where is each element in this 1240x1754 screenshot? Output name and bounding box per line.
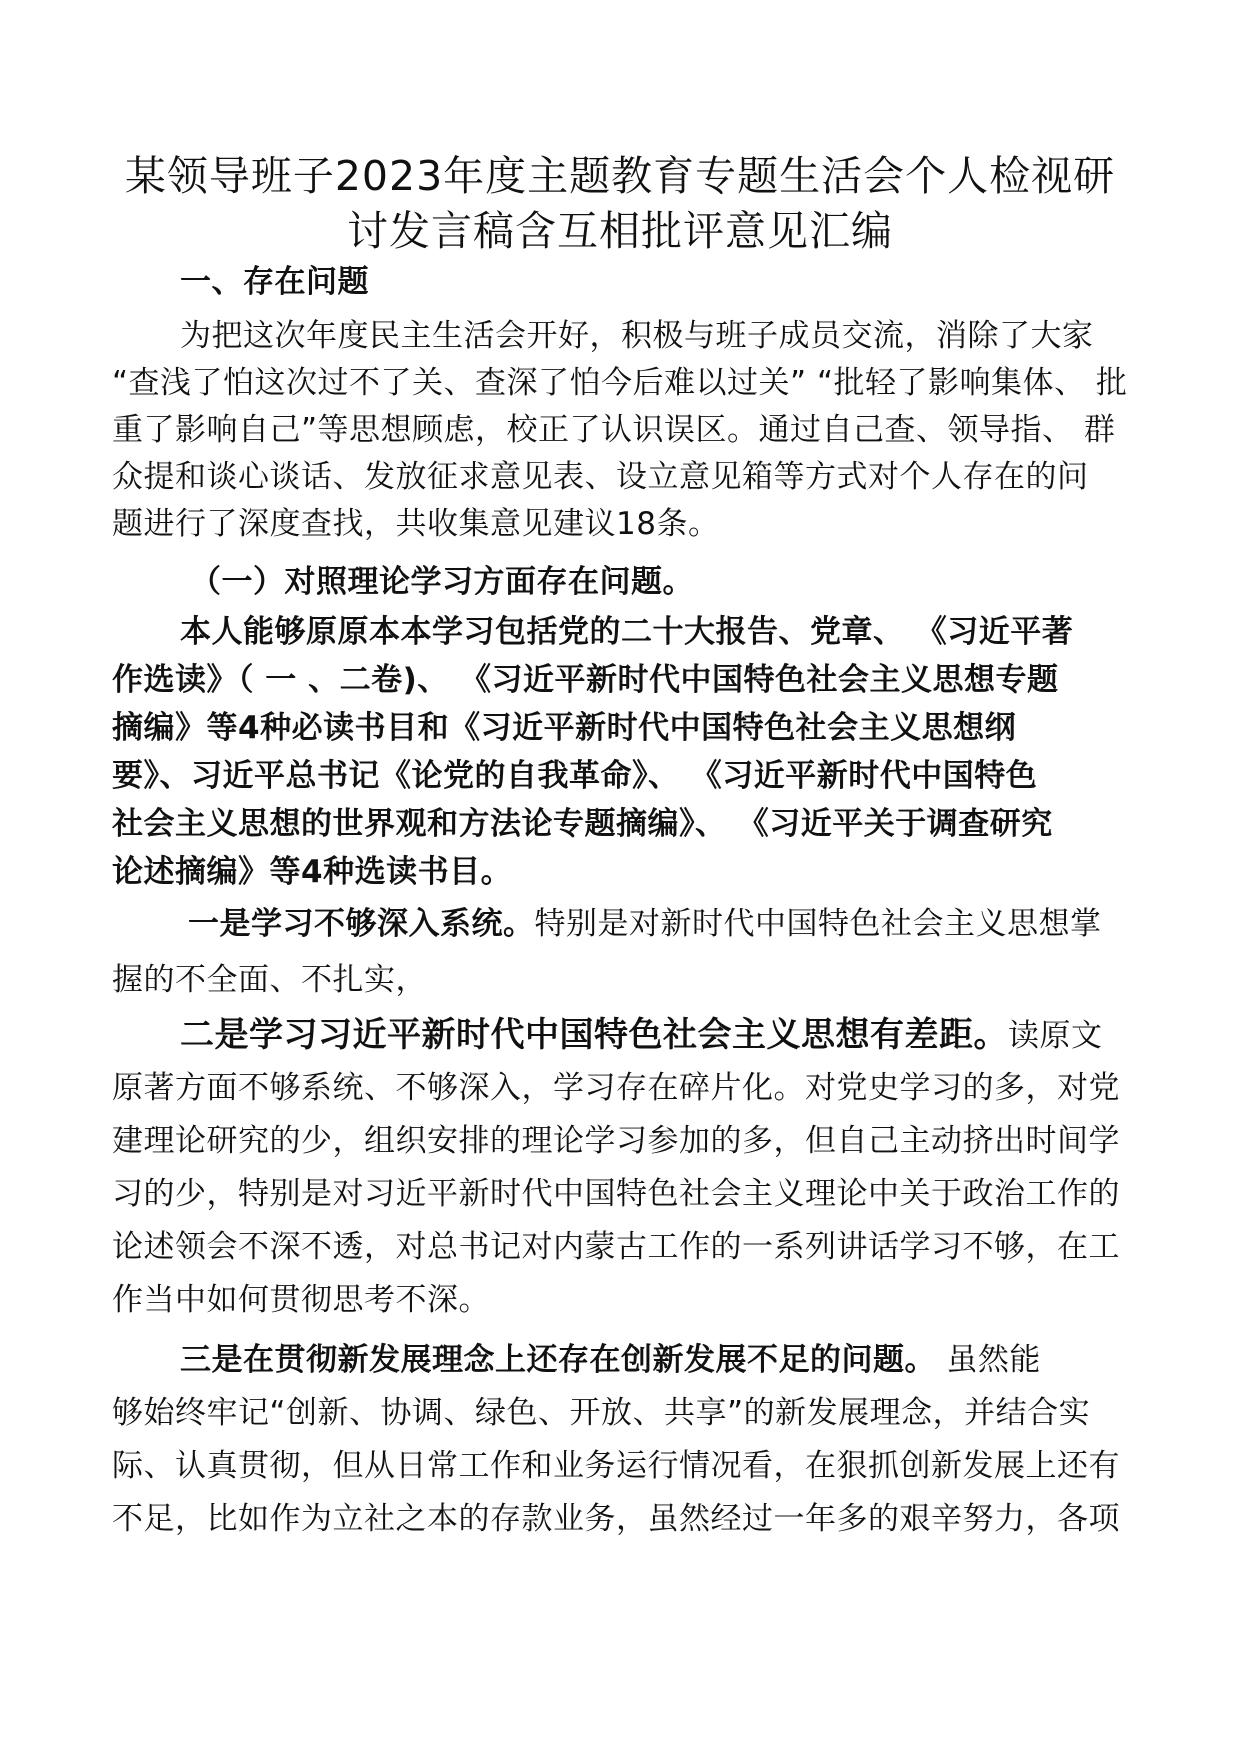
- intro-line: 题进行了深度查找，共收集意见建议18条。: [112, 506, 720, 542]
- point-three-line: 不足，比如作为立社之本的存款业务，虽然经过一年多的艰辛努力，各项: [112, 1501, 1120, 1537]
- point-two-line: 原著方面不够系统、不够深入，学习存在碎片化。对党史学习的多，对党: [112, 1070, 1120, 1106]
- point-three-line-1: [180, 1340, 1041, 1380]
- point-three-line: 够始终牢记“创新、协调、绿色、开放、共享”的新发展理念，并结合实: [112, 1395, 1091, 1431]
- point-three-text: 虽然能: [936, 1342, 1041, 1378]
- intro-line: 为把这次年度民主生活会开好，积极与班子成员交流，消除了大家: [180, 318, 1094, 354]
- point-three-line: 际、认真贯彻，但从日常工作和业务运行情况看，在狠抓创新发展上还有: [112, 1448, 1120, 1484]
- reading-list-line: 要》、习近平总书记《论党的自我革命》、 《习近平新时代中国特色: [112, 758, 1038, 794]
- point-one-text: 特别是对新时代中国特色社会主义思想掌: [534, 906, 1102, 942]
- subsection-heading: （一）对照理论学习方面存在问题。: [190, 564, 694, 600]
- intro-line: 众提和谈心谈话、发放征求意见表、设立意见箱等方式对个人存在的问: [112, 459, 1089, 495]
- point-two-line-1: [180, 1015, 1103, 1056]
- document-title-line-2: 讨发言稿含互相批评意见汇编: [347, 207, 893, 255]
- point-two-line: 习的少，特别是对习近平新时代中国特色社会主义理论中关于政治工作的: [112, 1176, 1120, 1212]
- point-two-line: 建理论研究的少，组织安排的理论学习参加的多，但自己主动挤出时间学: [112, 1123, 1120, 1159]
- reading-list-line: 论述摘编》等4种选读书目。: [112, 854, 513, 890]
- reading-list-line: 作选读》（ 一 、二卷)、 《习近平新时代中国特色社会主义思想专题: [112, 662, 1059, 698]
- point-two-text: 读原文: [1008, 1018, 1103, 1054]
- point-two-lead: 二是学习习近平新时代中国特色社会主义思想有差距。: [180, 1015, 1008, 1055]
- intro-line: “查浅了怕这次过不了关、查深了怕今后难以过关” “批轻了影响集体、 批: [112, 365, 1128, 401]
- point-one-lead: 一是学习不够深入系统。: [188, 906, 535, 942]
- reading-list-line: 本人能够原原本本学习包括党的二十大报告、党章、 《习近平著: [180, 614, 1074, 650]
- point-two-line: 作当中如何贯彻思考不深。: [112, 1282, 490, 1318]
- reading-list-line: 社会主义思想的世界观和方法论专题摘编》、 《习近平关于调查研究: [112, 806, 1053, 842]
- point-one-line-1: [188, 904, 1102, 944]
- point-two-line: 论述领会不深不透，对总书记对内蒙古工作的一系列讲话学习不够，在工: [112, 1229, 1120, 1265]
- reading-list-line: 摘编》等4种必读书目和《习近平新时代中国特色社会主义思想纲: [112, 710, 1017, 746]
- point-one-line-2: 握的不全面、不扎实，: [112, 962, 427, 998]
- point-three-lead: 三是在贯彻新发展理念上还存在创新发展不足的问题。: [180, 1342, 936, 1378]
- intro-line: 重了影响自己”等思想顾虑，校正了认识误区。通过自己查、领导指、 群: [112, 412, 1116, 448]
- section-heading: 一、存在问题: [180, 264, 369, 300]
- document-title-line-1: 某领导班子2023年度主题教育专题生活会个人检视研: [124, 152, 1116, 200]
